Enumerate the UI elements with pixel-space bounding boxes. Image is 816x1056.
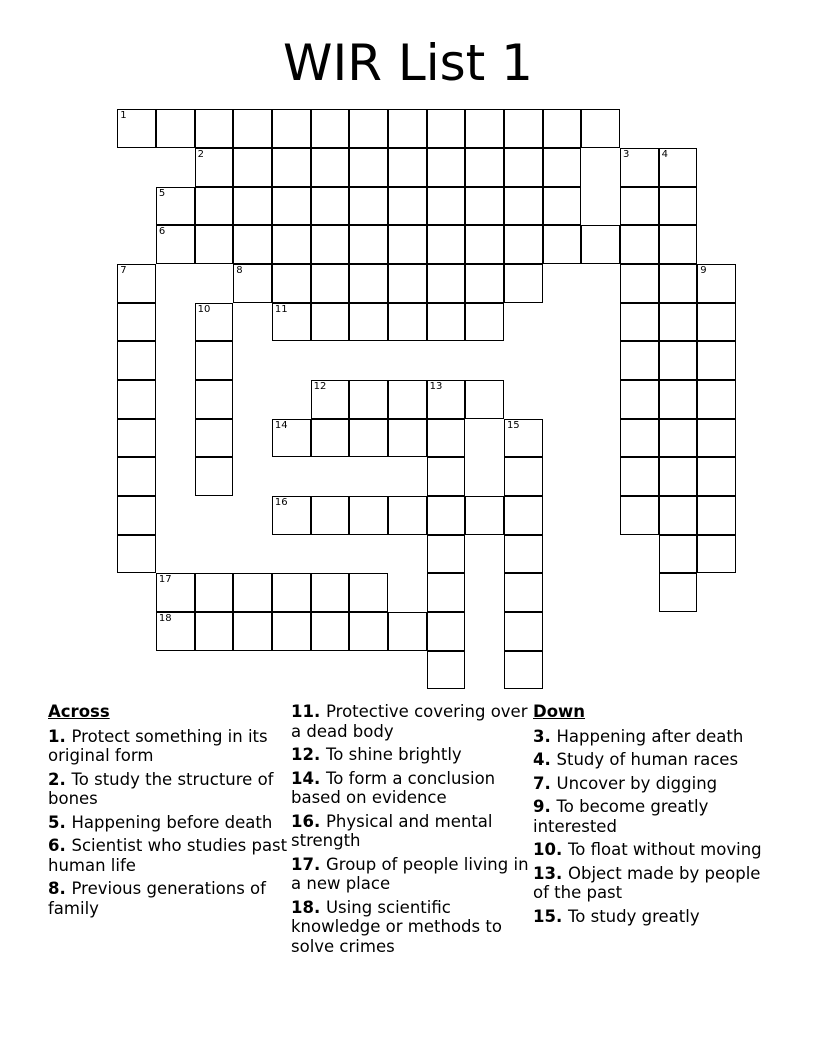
grid-cell[interactable]: [620, 496, 659, 535]
grid-cell[interactable]: [233, 573, 272, 612]
clue-number-label: 10.: [533, 840, 568, 859]
grid-cell[interactable]: [156, 187, 195, 226]
grid-cell[interactable]: [427, 109, 466, 148]
clue-text: Physical and mental strength: [291, 811, 493, 850]
grid-cell[interactable]: [427, 380, 466, 419]
grid-cell[interactable]: [659, 419, 698, 458]
clue-number: 6: [158, 226, 166, 238]
grid-cell[interactable]: [388, 148, 427, 187]
grid-cell[interactable]: [504, 457, 543, 496]
clue-text: To float without moving: [567, 840, 762, 859]
grid-cell[interactable]: [117, 303, 156, 342]
grid-cell[interactable]: [504, 535, 543, 574]
clue-text: Happening before death: [71, 812, 273, 832]
clue-text: To form a conclusion based on evidence: [291, 768, 496, 807]
grid-cell[interactable]: [697, 419, 736, 458]
grid-cell[interactable]: [195, 457, 234, 496]
grid-cell[interactable]: [659, 187, 698, 226]
grid-cell[interactable]: [581, 225, 620, 264]
clue-number: 9: [700, 264, 707, 276]
grid-cell[interactable]: [697, 380, 736, 419]
clue-number-label: 12.: [291, 745, 326, 764]
clue-number-label: 18.: [291, 897, 326, 917]
grid-cell[interactable]: [465, 303, 504, 342]
grid-cell[interactable]: [504, 573, 543, 612]
grid-cell[interactable]: [195, 380, 234, 419]
grid-cell[interactable]: [504, 651, 543, 690]
grid-cell[interactable]: [195, 303, 234, 342]
grid-cell[interactable]: [311, 612, 350, 651]
clue-text: To study greatly: [567, 906, 700, 926]
grid-cell[interactable]: [272, 573, 311, 612]
grid-cell[interactable]: [620, 148, 659, 187]
clue-number: 14: [274, 419, 288, 431]
grid-cell[interactable]: [465, 225, 504, 264]
grid-cell[interactable]: [272, 612, 311, 651]
across-heading: Across: [48, 702, 110, 721]
grid-cell[interactable]: [504, 148, 543, 187]
across-clue: [48, 813, 288, 833]
grid-cell[interactable]: [504, 109, 543, 148]
clue-number-label: 16.: [291, 811, 326, 831]
grid-cell[interactable]: [349, 419, 388, 458]
clue-number-label: 14.: [291, 768, 326, 788]
grid-cell[interactable]: [504, 187, 543, 226]
across-clue: [48, 879, 288, 918]
down-clue: [533, 797, 773, 836]
clue-number-label: 6.: [48, 836, 72, 855]
clue-number: 4: [661, 148, 668, 160]
down-clue: [533, 840, 773, 860]
grid-cell[interactable]: [156, 612, 195, 651]
grid-cell[interactable]: [427, 496, 466, 535]
clue-number: 7: [120, 264, 127, 276]
clue-number: 5: [158, 187, 166, 199]
grid-cell[interactable]: [117, 109, 156, 148]
grid-cell[interactable]: [349, 573, 388, 612]
clue-text: Happening after death: [556, 726, 744, 746]
grid-cell[interactable]: [659, 148, 698, 187]
down-clues-column: [533, 702, 773, 930]
clue-number: 1: [120, 110, 127, 122]
grid-cell[interactable]: [272, 225, 311, 264]
grid-cell[interactable]: [659, 496, 698, 535]
grid-cell[interactable]: [156, 225, 195, 264]
grid-cell[interactable]: [117, 457, 156, 496]
grid-cell[interactable]: [465, 380, 504, 419]
down-heading: Down: [533, 702, 586, 721]
grid-cell[interactable]: [156, 109, 195, 148]
clue-number-label: 9.: [533, 797, 557, 816]
across-clue: [48, 770, 288, 809]
grid-cell[interactable]: [117, 419, 156, 458]
clue-number: 18: [158, 612, 172, 624]
grid-cell[interactable]: [117, 341, 156, 380]
down-clue: [533, 727, 773, 747]
grid-cell[interactable]: [427, 535, 466, 574]
grid-cell[interactable]: [620, 341, 659, 380]
grid-cell[interactable]: [311, 496, 350, 535]
grid-cell[interactable]: [697, 264, 736, 303]
grid-cell[interactable]: [427, 264, 466, 303]
clue-number: 11: [274, 303, 288, 315]
grid-cell[interactable]: [272, 148, 311, 187]
grid-cell[interactable]: [388, 225, 427, 264]
grid-cell[interactable]: [195, 109, 234, 148]
clue-number: 3: [622, 148, 630, 160]
grid-cell[interactable]: [349, 148, 388, 187]
clue-number-label: 8.: [48, 879, 72, 898]
grid-cell[interactable]: [311, 573, 350, 612]
grid-cell[interactable]: [195, 612, 234, 651]
grid-cell[interactable]: [620, 225, 659, 264]
clue-text: To study the structure of bones: [48, 769, 274, 808]
clue-number-label: 13.: [533, 863, 568, 883]
grid-cell[interactable]: [272, 419, 311, 458]
grid-cell[interactable]: [156, 573, 195, 612]
grid-cell[interactable]: [504, 419, 543, 458]
grid-cell[interactable]: [659, 573, 698, 612]
grid-cell[interactable]: [659, 225, 698, 264]
grid-cell[interactable]: [697, 303, 736, 342]
across-clue: [291, 769, 531, 808]
grid-cell[interactable]: [388, 264, 427, 303]
down-clue: [533, 907, 773, 927]
grid-cell[interactable]: [272, 187, 311, 226]
grid-cell[interactable]: [620, 380, 659, 419]
clue-number: 16: [274, 496, 288, 508]
grid-cell[interactable]: [427, 651, 466, 690]
down-clue: [533, 750, 773, 770]
grid-cell[interactable]: [659, 380, 698, 419]
grid-cell[interactable]: [195, 187, 234, 226]
clue-text: Protective covering over a dead body: [291, 702, 528, 741]
clue-text: To become greatly interested: [533, 797, 709, 836]
grid-cell[interactable]: [504, 612, 543, 651]
clue-number: 13: [429, 380, 443, 392]
clue-number: 8: [236, 264, 243, 276]
grid-cell[interactable]: [233, 148, 272, 187]
grid-cell[interactable]: [620, 457, 659, 496]
grid-cell[interactable]: [388, 303, 427, 342]
grid-cell[interactable]: [465, 496, 504, 535]
grid-cell[interactable]: [349, 303, 388, 342]
clue-number-label: 1.: [48, 726, 72, 746]
grid-cell[interactable]: [311, 419, 350, 458]
grid-cell[interactable]: [620, 303, 659, 342]
grid-cell[interactable]: [620, 419, 659, 458]
grid-cell[interactable]: [388, 496, 427, 535]
clue-number: 2: [197, 148, 204, 160]
grid-cell[interactable]: [427, 457, 466, 496]
grid-cell[interactable]: [388, 380, 427, 419]
grid-cell[interactable]: [543, 109, 582, 148]
grid-cell[interactable]: [233, 225, 272, 264]
grid-cell[interactable]: [427, 303, 466, 342]
grid-cell[interactable]: [233, 109, 272, 148]
grid-cell[interactable]: [659, 535, 698, 574]
down-clue: [533, 864, 773, 903]
clue-text: Study of human races: [556, 750, 739, 769]
grid-cell[interactable]: [388, 419, 427, 458]
grid-cell[interactable]: [620, 187, 659, 226]
grid-cell[interactable]: [427, 225, 466, 264]
clue-number-label: 2.: [48, 769, 72, 789]
grid-cell[interactable]: [272, 109, 311, 148]
across-clue: [291, 898, 531, 957]
clue-number-label: 17.: [291, 854, 326, 874]
grid-cell[interactable]: [427, 612, 466, 651]
across-clue: [291, 702, 531, 741]
grid-cell[interactable]: [427, 419, 466, 458]
clue-text: Object made by people of the past: [533, 863, 761, 902]
grid-cell[interactable]: [311, 148, 350, 187]
grid-cell[interactable]: [195, 225, 234, 264]
grid-cell[interactable]: [117, 535, 156, 574]
grid-cell[interactable]: [543, 148, 582, 187]
grid-cell[interactable]: [311, 109, 350, 148]
grid-cell[interactable]: [659, 457, 698, 496]
grid-cell[interactable]: [659, 303, 698, 342]
grid-cell[interactable]: [311, 303, 350, 342]
grid-cell[interactable]: [349, 496, 388, 535]
grid-cell[interactable]: [311, 225, 350, 264]
across-clue: [48, 836, 288, 875]
across-clue: [48, 727, 288, 766]
grid-cell[interactable]: [117, 264, 156, 303]
clue-number: 17: [158, 574, 172, 586]
grid-cell[interactable]: [349, 380, 388, 419]
grid-cell[interactable]: [272, 264, 311, 303]
grid-cell[interactable]: [427, 148, 466, 187]
grid-cell[interactable]: [117, 496, 156, 535]
grid-cell[interactable]: [233, 612, 272, 651]
grid-cell[interactable]: [388, 612, 427, 651]
grid-cell[interactable]: [465, 148, 504, 187]
grid-cell[interactable]: [427, 187, 466, 226]
across-clues-column-1: [48, 702, 288, 922]
grid-cell[interactable]: [659, 341, 698, 380]
grid-cell[interactable]: [504, 225, 543, 264]
clue-number: 15: [506, 419, 520, 431]
grid-cell[interactable]: [117, 380, 156, 419]
grid-cell[interactable]: [311, 380, 350, 419]
clue-number-label: 4.: [533, 750, 557, 769]
clue-number-label: 5.: [48, 812, 72, 832]
grid-cell[interactable]: [349, 187, 388, 226]
grid-cell[interactable]: [697, 496, 736, 535]
clue-text: Group of people living in a new place: [291, 854, 529, 893]
grid-cell[interactable]: [697, 341, 736, 380]
grid-cell[interactable]: [697, 457, 736, 496]
across-clue: [291, 812, 531, 851]
grid-cell[interactable]: [543, 187, 582, 226]
across-clue: [291, 855, 531, 894]
grid-cell[interactable]: [581, 109, 620, 148]
clue-number-label: 3.: [533, 726, 557, 746]
clue-text: To shine brightly: [325, 745, 462, 764]
grid-cell[interactable]: [349, 612, 388, 651]
across-clue: [291, 745, 531, 765]
clue-text: Protect something in its original form: [48, 726, 268, 765]
clue-text: Previous generations of family: [48, 879, 266, 918]
grid-cell[interactable]: [311, 187, 350, 226]
grid-cell[interactable]: [504, 264, 543, 303]
grid-cell[interactable]: [272, 303, 311, 342]
clue-number-label: 15.: [533, 906, 568, 926]
clue-number: 12: [313, 380, 327, 392]
grid-cell[interactable]: [349, 225, 388, 264]
grid-cell[interactable]: [195, 148, 234, 187]
grid-cell[interactable]: [233, 264, 272, 303]
clue-text: Scientist who studies past human life: [48, 836, 288, 875]
down-clue: [533, 774, 773, 794]
clue-number: 10: [197, 303, 211, 315]
grid-cell[interactable]: [388, 187, 427, 226]
clue-text: Using scientific knowledge or methods to solve crimes: [291, 897, 502, 956]
grid-cell[interactable]: [388, 109, 427, 148]
grid-cell[interactable]: [349, 109, 388, 148]
grid-cell[interactable]: [427, 573, 466, 612]
clue-number-label: 7.: [533, 773, 557, 793]
grid-cell[interactable]: [465, 264, 504, 303]
clue-number-label: 11.: [291, 702, 326, 721]
grid-cell[interactable]: [504, 496, 543, 535]
page-title: WIR List 1: [283, 34, 533, 92]
grid-cell[interactable]: [195, 573, 234, 612]
grid-cell[interactable]: [272, 496, 311, 535]
grid-cell[interactable]: [620, 264, 659, 303]
grid-cell[interactable]: [195, 419, 234, 458]
grid-cell[interactable]: [233, 187, 272, 226]
grid-cell[interactable]: [465, 109, 504, 148]
grid-cell[interactable]: [659, 264, 698, 303]
grid-cell[interactable]: [465, 187, 504, 226]
across-clues-column-2: [291, 702, 531, 960]
grid-cell[interactable]: [697, 535, 736, 574]
grid-cell[interactable]: [349, 264, 388, 303]
clue-text: Uncover by digging: [556, 773, 718, 793]
grid-cell[interactable]: [543, 225, 582, 264]
grid-cell[interactable]: [311, 264, 350, 303]
grid-cell[interactable]: [195, 341, 234, 380]
